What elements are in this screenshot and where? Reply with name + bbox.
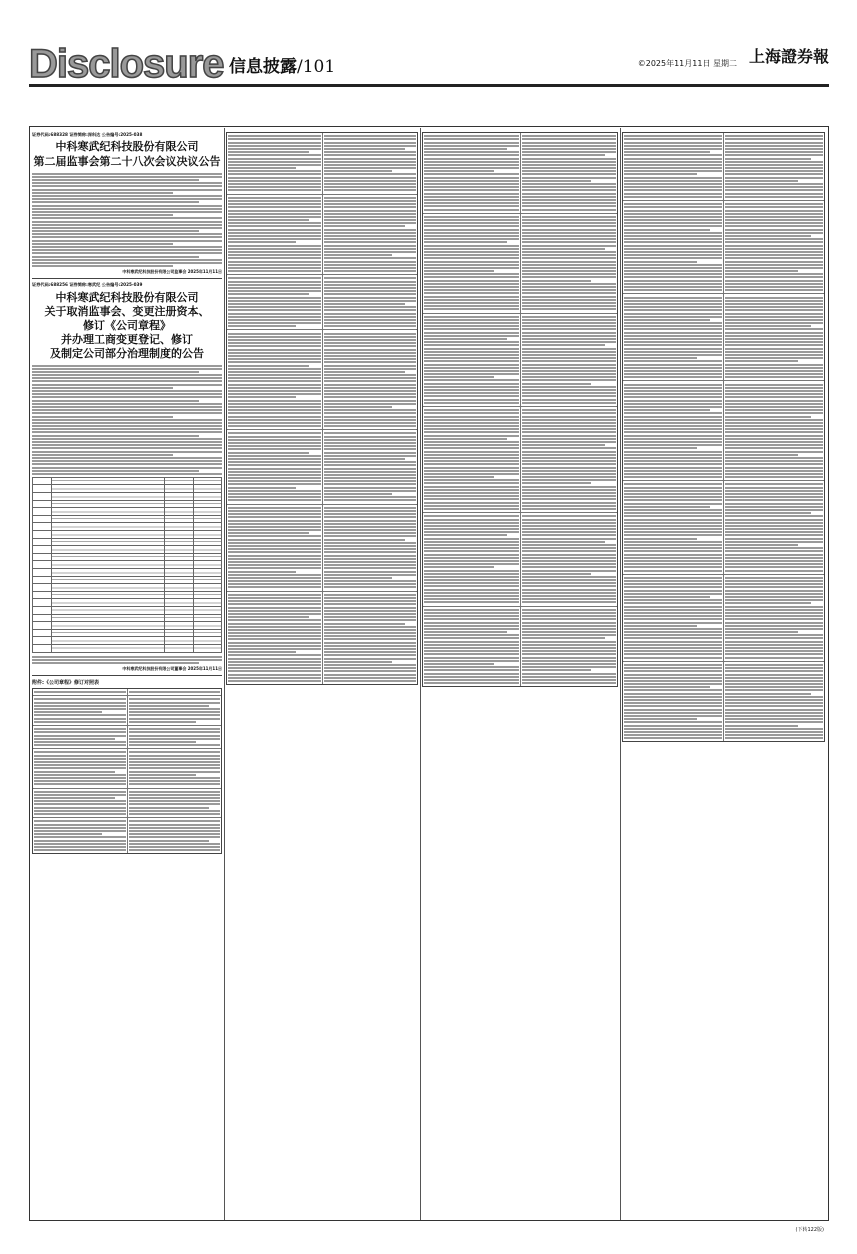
section-title: 信息披露/101 [229, 57, 336, 77]
notice-title [32, 140, 222, 170]
notice-title [32, 291, 222, 361]
notice-headline: 修订《公司章程》 [83, 319, 171, 333]
column-divider [620, 128, 621, 1220]
column-2 [226, 130, 418, 1218]
rules-table [32, 477, 222, 653]
continued-note: (下转122版) [795, 1227, 824, 1233]
notice-body [32, 365, 222, 475]
notice-headline: 第二届监事会第二十八次会议决议公告 [33, 154, 221, 168]
comparison-table [622, 132, 825, 742]
notice-signature: 中科寒武纪科技股份有限公司董事会 2025年11月11日 [122, 665, 222, 671]
column-3 [422, 130, 618, 1218]
appendix-label: 附件:《公司章程》修订对照表 [32, 679, 100, 686]
notice-headline: 并办理工商变更登记、修订 [61, 333, 193, 347]
notice-headline: 关于取消监事会、变更注册资本、 [44, 305, 210, 319]
column-1 [32, 130, 222, 1218]
date-line: ©2025年11月11日 星期二 [637, 59, 737, 68]
masthead [29, 40, 829, 87]
column-4 [622, 130, 825, 1218]
comparison-table [226, 132, 418, 685]
brand-logo: Disclosure [29, 42, 224, 86]
company-name: 中科寒武纪科技股份有限公司 [55, 140, 199, 153]
notice-signature: 中科寒武纪科技股份有限公司监事会 2025年11月11日 [122, 269, 222, 275]
notice-meta: 证券代码:688328 证券简称:深科达 公告编号:2025-038 [32, 132, 143, 137]
column-divider [224, 128, 225, 1220]
notice-body [32, 173, 222, 267]
column-divider [420, 128, 421, 1220]
notice-headline: 及制定公司部分治理制度的公告 [50, 347, 204, 361]
comparison-table [422, 132, 618, 687]
comparison-table [32, 688, 222, 854]
company-name: 中科寒武纪科技股份有限公司 [55, 291, 199, 305]
newspaper-name: 上海證券報 [748, 47, 829, 66]
notice-meta: 证券代码:688256 证券简称:寒武纪 公告编号:2025-039 [32, 282, 143, 288]
